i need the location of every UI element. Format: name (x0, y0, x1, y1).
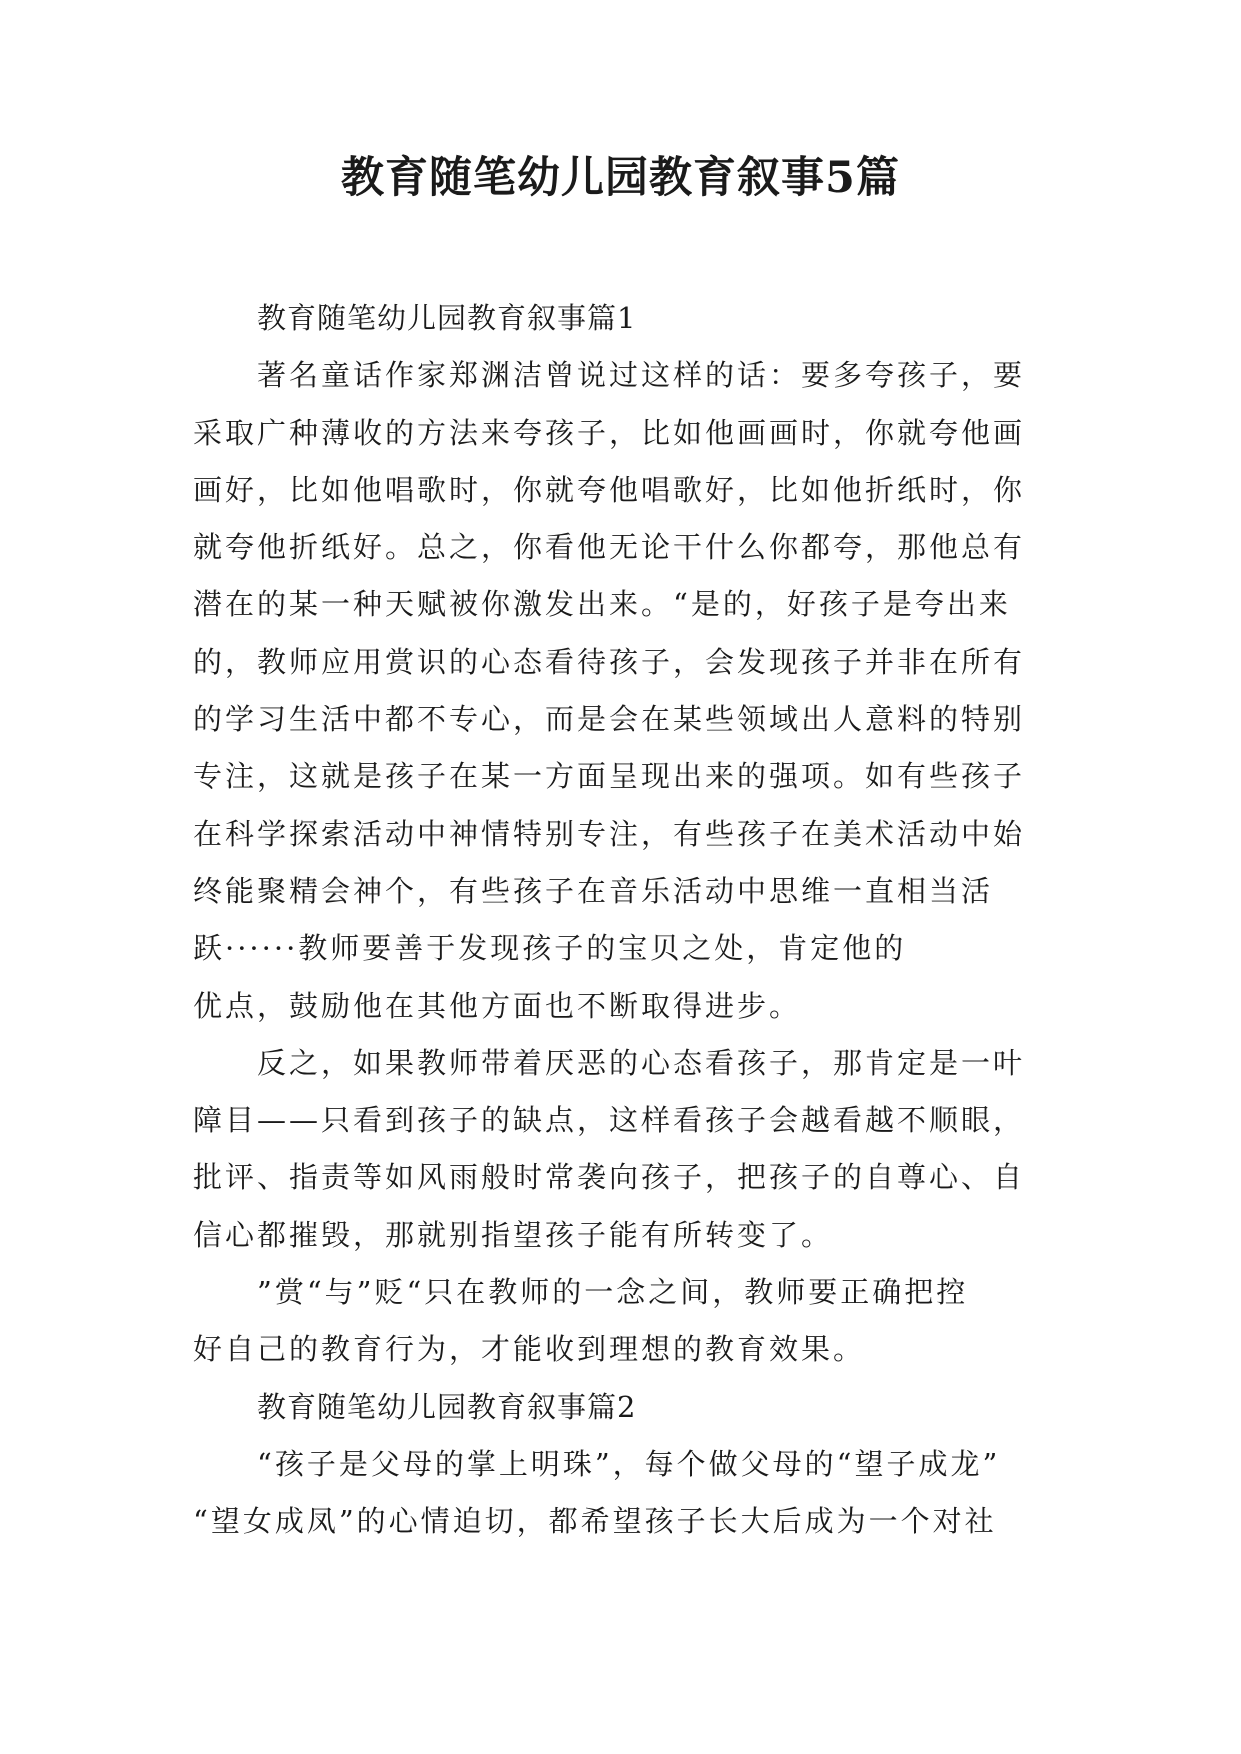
text-line: 反之，如果教师带着厌恶的心态看孩子，那肯定是一叶 (257, 1045, 1026, 1080)
document-title: 教育随笔幼儿园教育叙事5篇 (341, 153, 900, 203)
text-line: 的学习生活中都不专心，而是会在某些领域出人意料的特别 (193, 702, 1026, 737)
text-line: 潜在的某一种天赋被你激发出来。“是的，好孩子是夸出来 (193, 587, 1011, 622)
text-line: “孩子是父母的掌上明珠”，每个做父母的“望子成龙” (257, 1446, 1001, 1481)
text-line: 跃······教师要善于发现孩子的宝贝之处，肯定他的 (193, 931, 907, 966)
text-line: 采取广种薄收的方法来夸孩子，比如他画画时，你就夸他画 (193, 415, 1026, 450)
text-line: 就夸他折纸好。总之，你看他无论干什么你都夸，那他总有 (193, 530, 1026, 565)
text-line: 障目——只看到孩子的缺点，这样看孩子会越看越不顺眼， (193, 1103, 1026, 1138)
text-line: 优点，鼓励他在其他方面也不断取得进步。 (193, 988, 802, 1023)
section-heading: 教育随笔幼儿园教育叙事篇2 (257, 1389, 637, 1424)
section-heading: 教育随笔幼儿园教育叙事篇1 (257, 301, 637, 335)
text-line: 专注，这就是孩子在某一方面呈现出来的强项。如有些孩子 (193, 759, 1026, 794)
document-body (193, 290, 1053, 1551)
text-line: 批评、指责等如风雨般时常袭向孩子，把孩子的自尊心、自 (193, 1160, 1026, 1195)
text-line: 在科学探索活动中神情特别专注，有些孩子在美术活动中始 (193, 816, 1026, 851)
text-line: 著名童话作家郑渊洁曾说过这样的话：要多夸孩子，要 (257, 358, 1026, 393)
text-line: 信心都摧毁，那就别指望孩子能有所转变了。 (193, 1217, 834, 1252)
text-line: 好自己的教育行为，才能收到理想的教育效果。 (193, 1332, 866, 1367)
text-line: 画好，比如他唱歌时，你就夸他唱歌好，比如他折纸时，你 (193, 472, 1026, 507)
text-line: “望女成凤”的心情迫切，都希望孩子长大后成为一个对社 (193, 1504, 997, 1539)
text-line: 的，教师应用赏识的心态看待孩子，会发现孩子并非在所有 (193, 644, 1026, 679)
text-line: ”赏“与”贬“只在教师的一念之间，教师要正确把控 (257, 1275, 969, 1310)
text-line: 终能聚精会神个，有些孩子在音乐活动中思维一直相当活 (193, 873, 994, 908)
